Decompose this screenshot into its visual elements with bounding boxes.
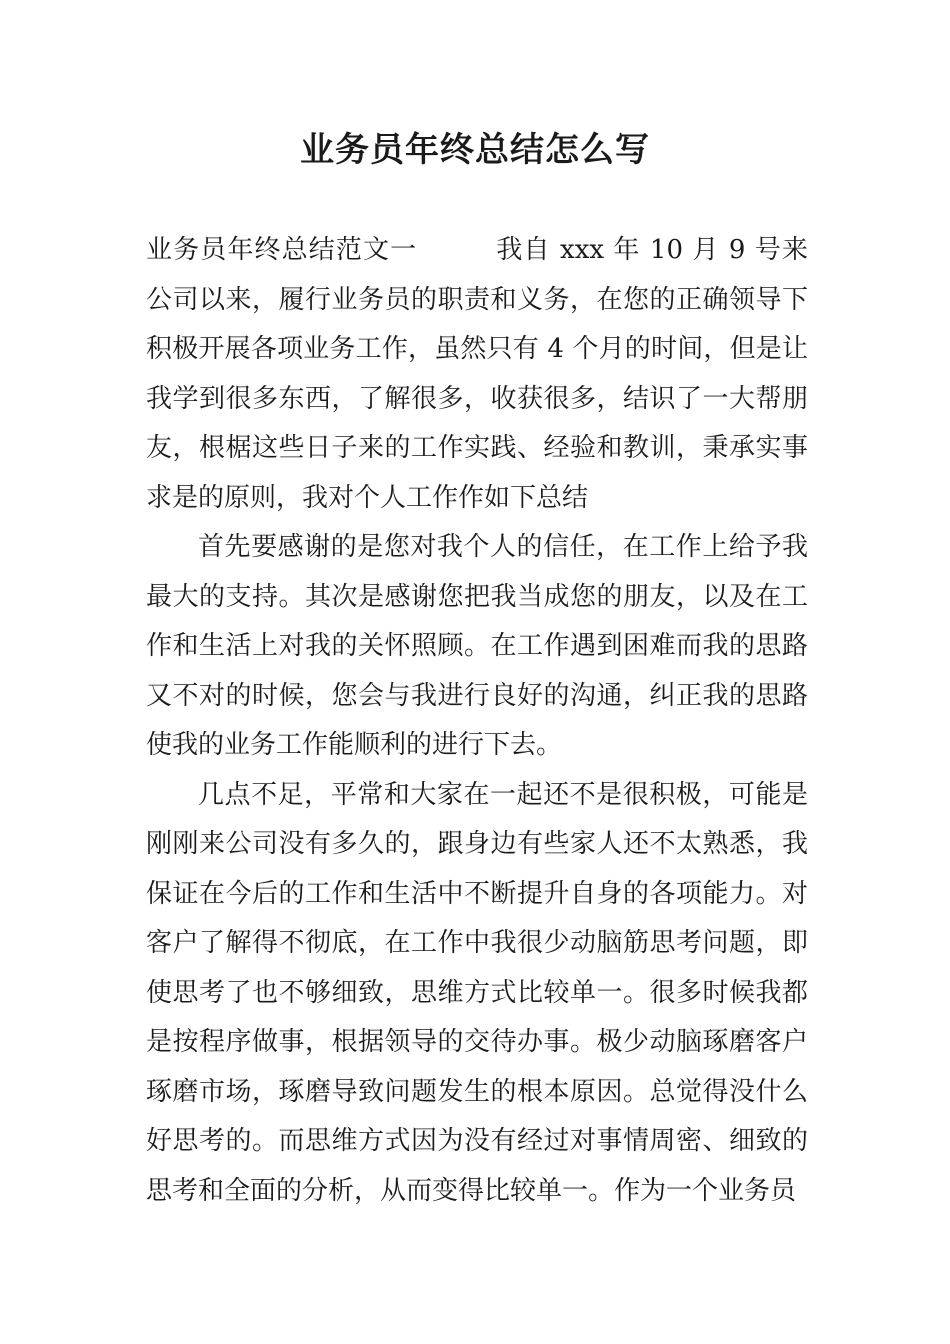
document-body: [146, 226, 808, 1216]
paragraph-text: 我自 xxx 年 10 月 9 号来公司以来，履行业务员的职责和义务，在您的正确领导下积极开展各项业务工作，虽然只有 4 个月的时间，但是让我学到很多东西，了解很多，收获很多，结识了一大帮朋友，根椐这些日子来的工作实践、经验和教训，秉承实事求是的原则，我对个人工作作如下总结: [146, 235, 808, 513]
paragraph-shortcomings: 几点不足，平常和大家在一起还不是很积极，可能是刚刚来公司没有多久的，跟身边有些家人还不太熟悉，我保证在今后的工作和生活中不断提升自身的各项能力。对客户了解得不彻底，在工作中我很少动脑筋思考问题，即使思考了也不够细致，思维方式比较单一。很多时候我都是按程序做事，根据领导的交待办事。极少动脑琢磨客户琢磨市场，琢磨导致问题发生的根本原因。总觉得没什么好思考的。而思维方式因为没有经过对事情周密、细致的思考和全面的分析，从而变得比较单一。作为一个业务员: [146, 779, 808, 1206]
document-title: 业务员年终总结怎么写: [300, 130, 650, 170]
paragraph-lead: 业务员年终总结范文一: [146, 235, 418, 265]
paragraph-intro: [146, 226, 808, 523]
paragraph-thanks: 首先要感谢的是您对我个人的信任，在工作上给予我最大的支持。其次是感谢您把我当成您的朋友，以及在工作和生活上对我的关怀照顾。在工作遇到困难而我的思路又不对的时候，您会与我进行良好的沟通，纠正我的思路使我的业务工作能顺利的进行下去。: [146, 532, 808, 760]
